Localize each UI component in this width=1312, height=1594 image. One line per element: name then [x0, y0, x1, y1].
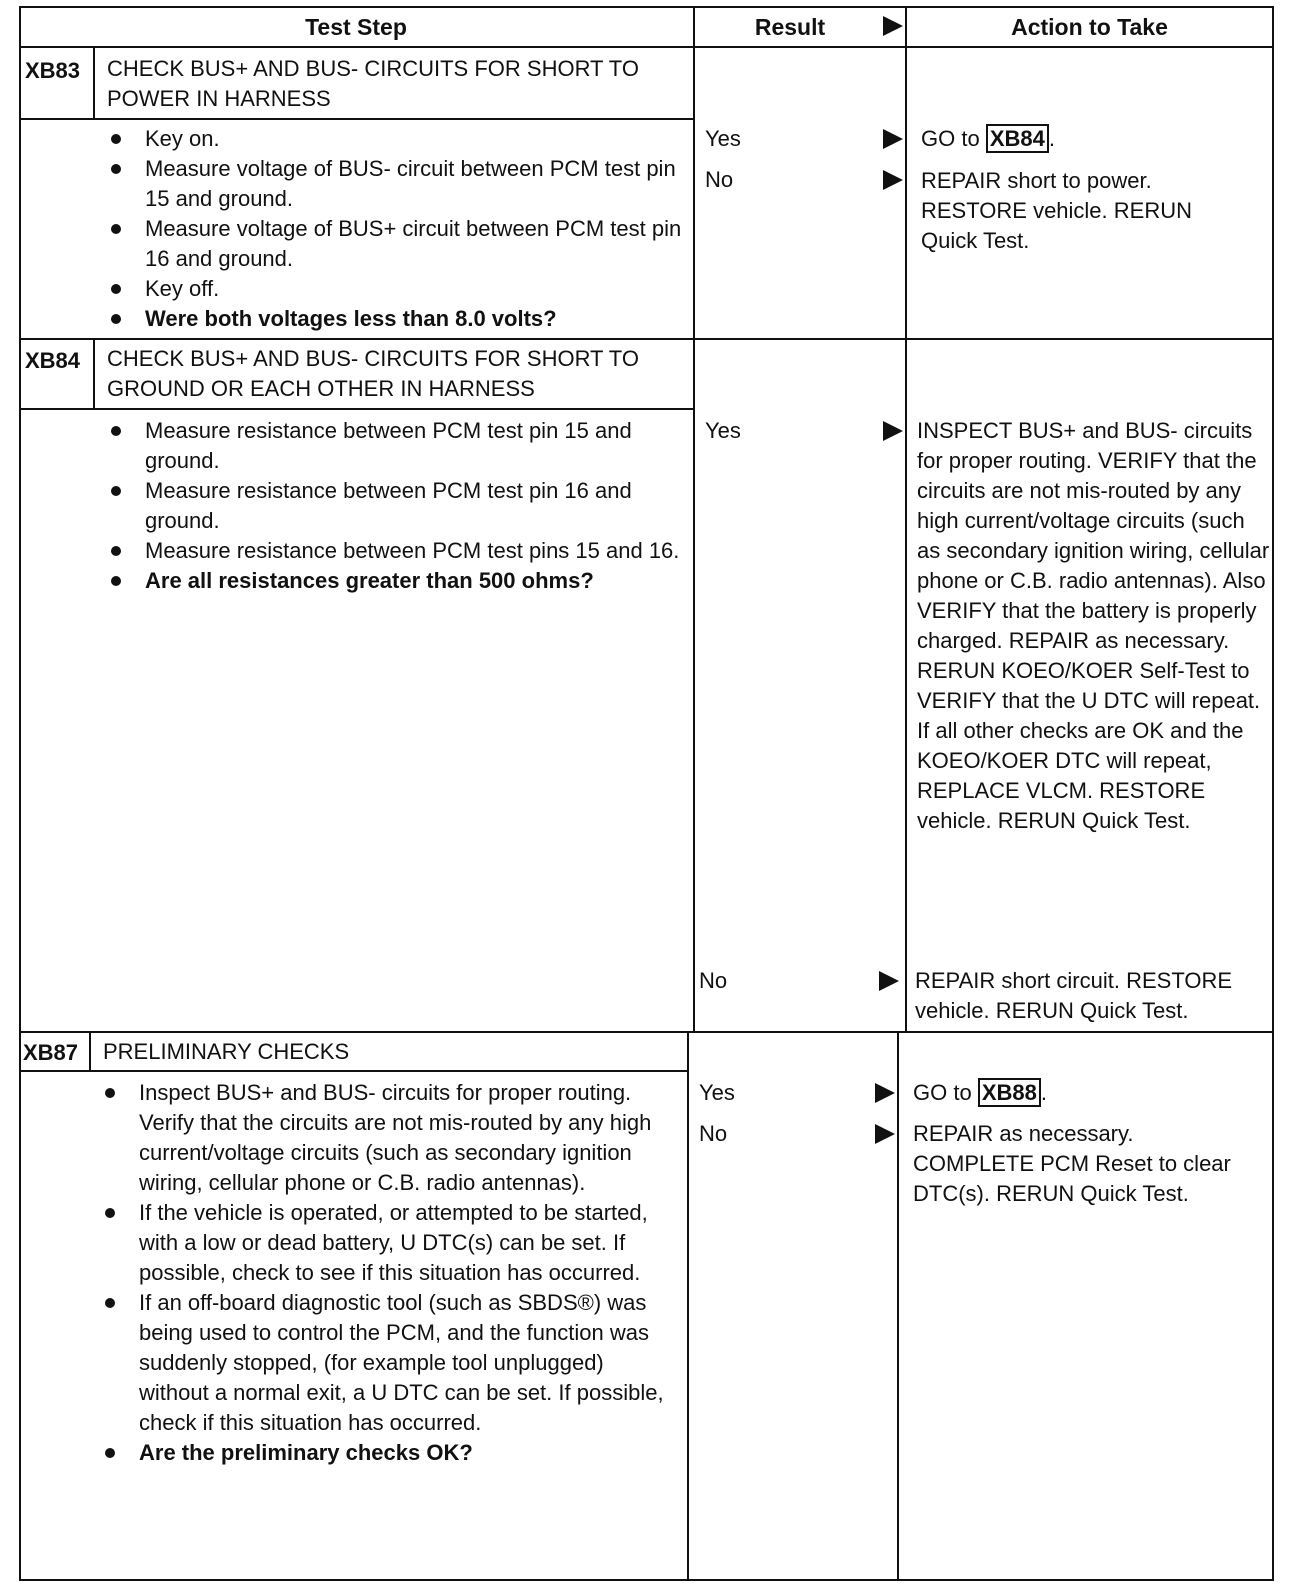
xb83-title-underline [19, 118, 695, 120]
header-test-step: Test Step [305, 14, 407, 40]
step-id: XB87 [23, 1040, 79, 1065]
diagnostic-table [19, 6, 1296, 1586]
step-checklist [105, 416, 685, 596]
header-result: Result [754, 14, 826, 40]
table-border-right [1272, 6, 1274, 1581]
list-item: Measure voltage of BUS- circuit between PCM test pin 15 and ground. [105, 154, 685, 214]
step-title: CHECK BUS+ AND BUS- CIRCUITS FOR SHORT TO GROUND OR EACH OTHER IN HARNESS [107, 346, 639, 401]
table-border-left [19, 6, 21, 1581]
result-no: No [699, 968, 728, 993]
list-item: Key on. [105, 124, 685, 154]
list-item: If an off-board diagnostic tool (such as SBDS®) was being used to control the PCM, and the function was suddenly stopped, (for example tool unplugged) without a normal exit, a U DTC can be set. If possible, check if this situation has occurred. [99, 1288, 679, 1438]
step-id: XB83 [25, 58, 81, 83]
action-yes: INSPECT BUS+ and BUS- circuits for proper routing. VERIFY that the circuits are not mis-routed by any high current/voltage circuits (such as secondary ignition wiring, cellular phone or C.B. radio antennas). Also VERIFY that the battery is properly charged. REPAIR as necessary. RERUN KOEO/KOER Self-Test to VERIFY that the U DTC will repeat. If all other checks are OK and the KOEO/KOER DTC will repeat, REPLACE VLCM. RESTORE vehicle. RERUN Quick Test. [917, 418, 1270, 833]
list-item: If the vehicle is operated, or attempted to be started, with a low or dead battery, U DTC(s) can be set. If possible, check to see if this situation has occurred. [99, 1198, 679, 1288]
table-border-bottom [19, 1579, 1274, 1581]
step-title: PRELIMINARY CHECKS [103, 1039, 350, 1064]
step-checklist [99, 1078, 679, 1468]
result-arrow-icon [875, 1083, 895, 1103]
xb84-title-underline [19, 408, 695, 410]
header-arrow-icon [883, 16, 903, 36]
result-arrow-icon [883, 421, 903, 441]
list-item: Measure resistance between PCM test pins 15 and 16. [105, 536, 685, 566]
result-yes: Yes [705, 418, 741, 443]
action-yes-suffix: . [1040, 1080, 1047, 1105]
header-divider [19, 46, 1274, 48]
step-checklist [105, 124, 685, 334]
xb83-id-separator [93, 46, 95, 120]
list-item: Measure resistance between PCM test pin 16 and ground. [105, 476, 685, 536]
action-yes-prefix: GO to [921, 126, 980, 151]
result-arrow-icon [875, 1124, 895, 1144]
action-no: REPAIR short circuit. RESTORE vehicle. RERUN Quick Test. [915, 968, 1233, 1023]
list-item-question: Are the preliminary checks OK? [99, 1438, 679, 1468]
result-arrow-icon [883, 170, 903, 190]
row-divider-xb87 [19, 1031, 1274, 1033]
header-action: Action to Take [1011, 14, 1168, 40]
result-no: No [705, 167, 734, 192]
result-arrow-icon [883, 129, 903, 149]
col-divider-action [905, 6, 907, 1033]
action-no: REPAIR as necessary. COMPLETE PCM Reset to clear DTC(s). RERUN Quick Test. [913, 1121, 1231, 1206]
goto-step-link[interactable]: XB84 [986, 124, 1049, 153]
list-item: Inspect BUS+ and BUS- circuits for proper routing. Verify that the circuits are not mis-routed by any high current/voltage circuits (such as secondary ignition wiring, cellular phone or C.B. radio antennas). [99, 1078, 679, 1198]
goto-step-link[interactable]: XB88 [978, 1078, 1041, 1107]
list-item: Measure voltage of BUS+ circuit between PCM test pin 16 and ground. [105, 214, 685, 274]
action-yes [913, 1078, 1263, 1108]
col-divider-action-lower [897, 1031, 899, 1581]
result-arrow-icon [879, 971, 899, 991]
action-yes-prefix: GO to [913, 1080, 972, 1105]
list-item: Measure resistance between PCM test pin 15 and ground. [105, 416, 685, 476]
list-item-question: Were both voltages less than 8.0 volts? [105, 304, 685, 334]
col-divider-result [693, 6, 695, 1033]
col-divider-result-lower [687, 1031, 689, 1581]
row-divider-xb84 [19, 338, 1274, 340]
result-yes: Yes [705, 126, 741, 151]
step-id: XB84 [25, 348, 81, 373]
xb87-id-separator [89, 1031, 91, 1072]
xb84-id-separator [93, 338, 95, 410]
list-item-question: Are all resistances greater than 500 ohms? [105, 566, 685, 596]
list-item: Key off. [105, 274, 685, 304]
table-border-top [19, 6, 1274, 8]
action-no: REPAIR short to power. RESTORE vehicle. RERUN Quick Test. [921, 168, 1192, 253]
action-yes [921, 124, 1271, 154]
step-title: CHECK BUS+ AND BUS- CIRCUITS FOR SHORT TO POWER IN HARNESS [107, 56, 639, 111]
result-yes: Yes [699, 1080, 735, 1105]
result-no: No [699, 1121, 728, 1146]
xb87-title-underline [19, 1070, 689, 1072]
action-yes-suffix: . [1048, 126, 1055, 151]
